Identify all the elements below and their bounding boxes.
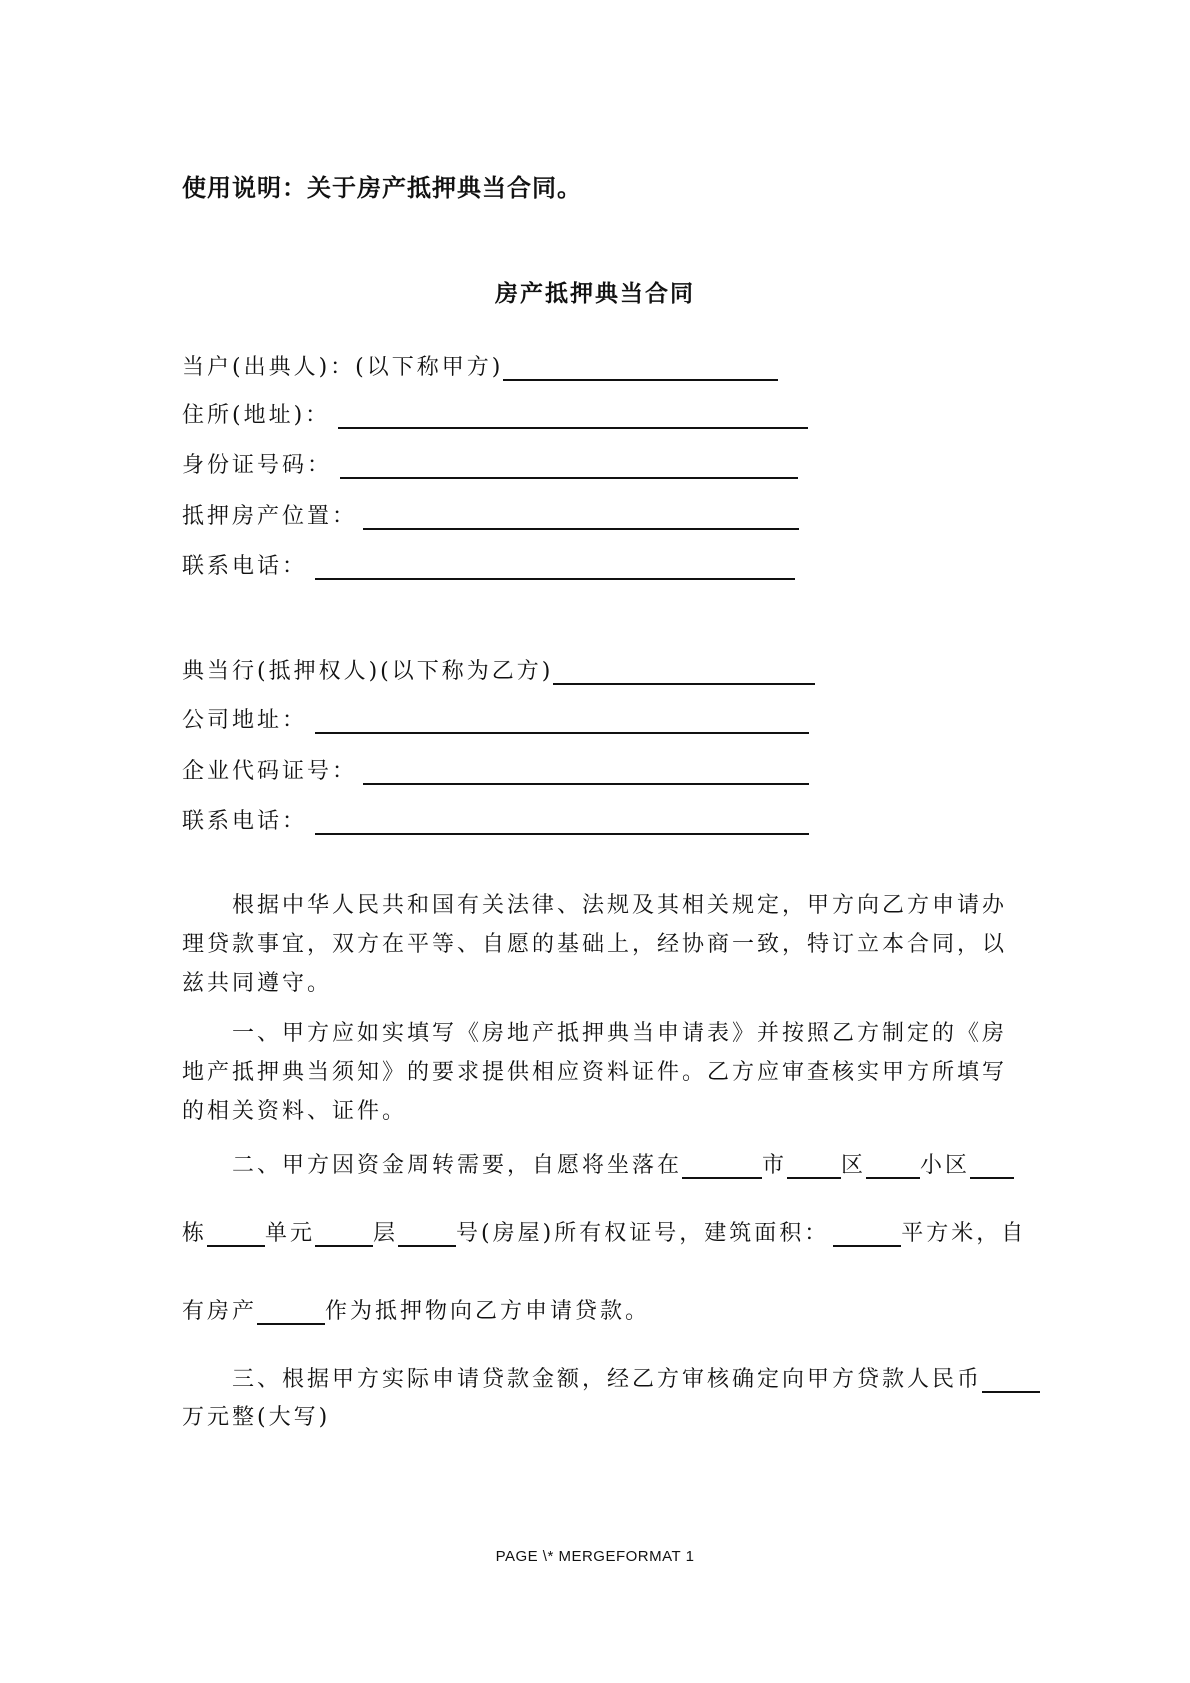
area-blank [833, 1223, 901, 1247]
cert-area-label: 号(房屋)所有权证号，建筑面积： [456, 1221, 830, 1246]
clause-3-line-1 [232, 1362, 1040, 1393]
preamble-paragraph: 根据中华人民共和国有关法律、法规及其相关规定，甲方向乙方申请办理贷款事宜，双方在平等、自愿的基础上，经协商一致，特订立本合同，以兹共同遵守。 [182, 893, 1008, 996]
floor-label: 层 [373, 1221, 399, 1246]
party-a-phone-blank [315, 556, 795, 580]
party-a-phone-label: 联系电话： [182, 554, 308, 579]
sqm-label: 平方米，自 [901, 1221, 1027, 1246]
building-label: 栋 [182, 1221, 208, 1246]
district-label: 区 [841, 1153, 867, 1178]
property-location-label: 抵押房产位置： [182, 504, 358, 529]
own-property-blank [257, 1301, 325, 1325]
pawner-field [182, 350, 778, 381]
community-label: 小区 [920, 1153, 971, 1178]
building-blank [970, 1155, 1014, 1179]
city-label: 市 [762, 1153, 788, 1178]
document-title: 房产抵押典当合同 [495, 280, 695, 307]
loan-amount-blank [982, 1369, 1040, 1393]
clause-3-intro: 三、根据甲方实际申请贷款金额，经乙方审核确定向甲方贷款人民币 [232, 1367, 983, 1392]
address-field [182, 398, 808, 429]
property-location-field [182, 499, 799, 530]
clause-2-line-2 [182, 1216, 1026, 1247]
pawnshop-field [182, 654, 815, 685]
company-address-blank [315, 710, 809, 734]
pawnshop-blank [553, 661, 815, 685]
enterprise-code-field [182, 754, 809, 785]
clause-2-end: 作为抵押物向乙方申请贷款。 [325, 1299, 651, 1324]
enterprise-code-label: 企业代码证号： [182, 759, 358, 784]
pawner-label: 当户(出典人)：(以下称甲方) [182, 355, 504, 380]
company-address-field [182, 703, 809, 734]
own-property-label: 有房产 [182, 1299, 258, 1324]
clause-2-line-1 [232, 1148, 1014, 1179]
party-b-phone-blank [315, 811, 809, 835]
pawnshop-label: 典当行(抵押权人)(以下称为乙方) [182, 659, 554, 684]
clause-1-paragraph: 一、甲方应如实填写《房地产抵押典当申请表》并按照乙方制定的《房地产抵押典当须知》的要求提供相应资料证件。乙方应审查核实甲方所填写的相关资料、证件。 [182, 1021, 1008, 1124]
address-blank [338, 405, 808, 429]
enterprise-code-blank [363, 761, 809, 785]
clause-3-amount-label: 万元整(大写) [182, 1405, 331, 1430]
id-field [182, 448, 798, 479]
clause-3-line-2 [182, 1400, 330, 1431]
pawner-blank [503, 357, 778, 381]
address-label: 住所(地址)： [182, 403, 331, 428]
party-a-phone-field [182, 549, 795, 580]
community-blank [866, 1155, 920, 1179]
id-blank [340, 455, 798, 479]
number-blank [398, 1223, 456, 1247]
page-footer: PAGE \* MERGEFORMAT 1 [495, 1548, 695, 1565]
company-address-label: 公司地址： [182, 708, 308, 733]
clause-2-line-3 [182, 1294, 650, 1325]
unit-blank [207, 1223, 265, 1247]
clause-2-intro: 二、甲方因资金周转需要，自愿将坐落在 [232, 1153, 683, 1178]
party-b-phone-label: 联系电话： [182, 809, 308, 834]
unit-label: 单元 [265, 1221, 316, 1246]
district-blank [787, 1155, 841, 1179]
floor-blank [315, 1223, 373, 1247]
city-blank [682, 1155, 762, 1179]
id-label: 身份证号码： [182, 453, 333, 478]
property-location-blank [363, 506, 799, 530]
usage-note: 使用说明：关于房产抵押典当合同。 [182, 173, 582, 202]
party-b-phone-field [182, 804, 809, 835]
